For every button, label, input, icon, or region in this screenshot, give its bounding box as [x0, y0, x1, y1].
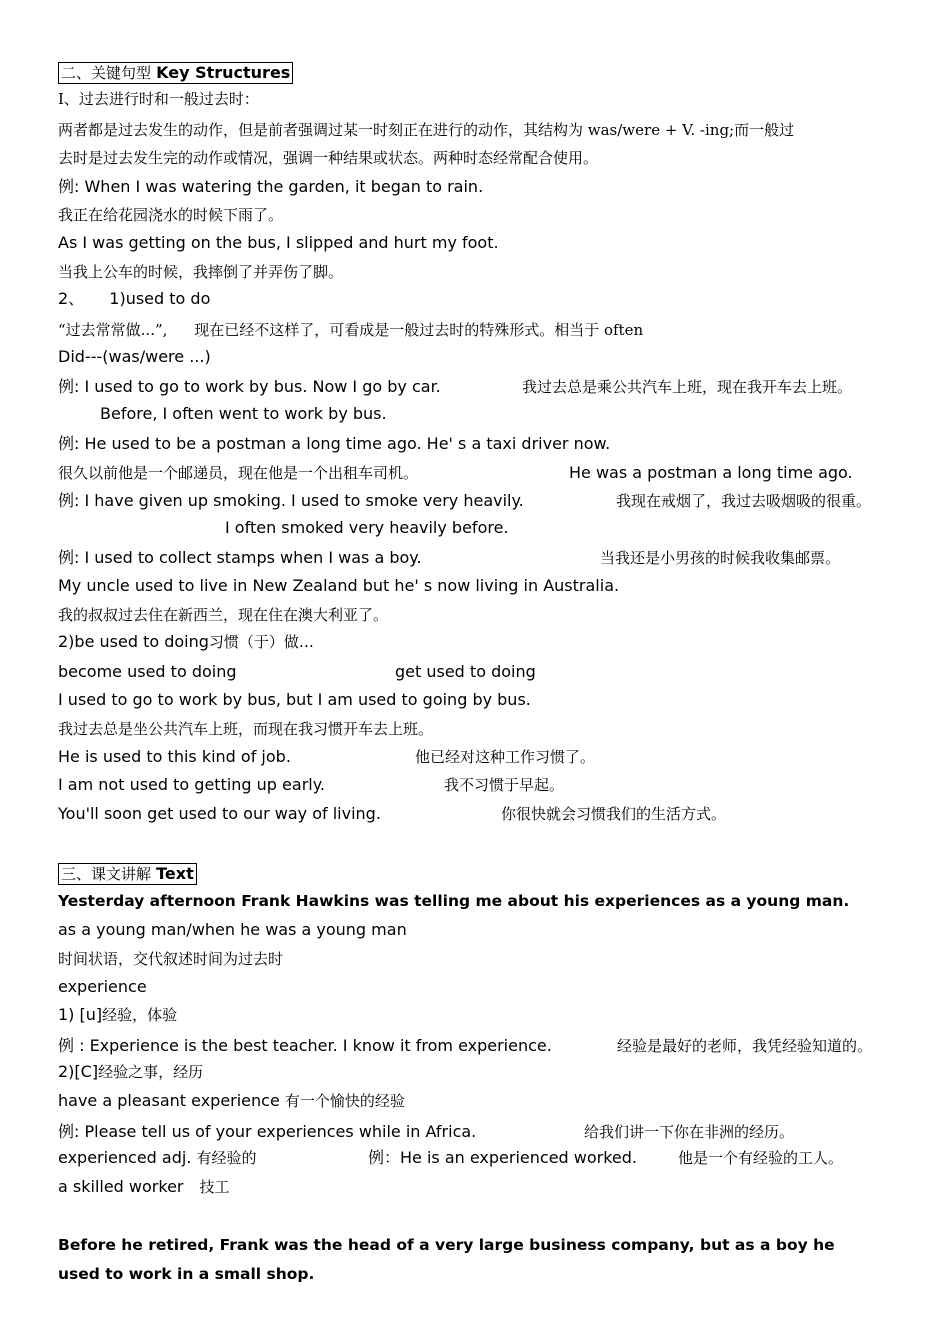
part2b-zh: 习惯（于）做…: [208, 633, 314, 651]
example-alternative: I often smoked very heavily before.: [225, 518, 509, 537]
sense-label: 1) [u]: [58, 1005, 103, 1024]
heading-zh: 二、关键句型: [61, 64, 152, 82]
example-translation: 他已经对这种工作习惯了。: [415, 748, 596, 766]
text-sentence: used to work in a small shop.: [58, 1265, 315, 1283]
example-sentence: I am not used to getting up early.: [58, 775, 325, 794]
part1-title: I、过去进行时和一般过去时：: [58, 90, 259, 108]
heading-zh: 三、课文讲解: [61, 865, 152, 883]
part2b-title: [58, 632, 314, 652]
word-sense: [58, 1005, 177, 1025]
used-to-description: [58, 320, 643, 340]
adjective-entry: [58, 1148, 257, 1168]
used-to-note: 现在已经不这样了，可看成是一般过去时的特殊形式。相当于 often: [194, 321, 644, 339]
example-sentence: I used to go to work by bus, but I am used to going by bus.: [58, 690, 531, 709]
did-line: Did---(was/were ...): [58, 347, 211, 366]
text-sentence: Before he retired, Frank was the head of a very large business company, but as a boy he: [58, 1236, 835, 1254]
related-phrase: [58, 1177, 230, 1197]
heading-en: Key Structures: [156, 63, 291, 82]
sense-meaning: 经验，体验: [102, 1006, 178, 1024]
section-heading-key-structures: [58, 62, 293, 84]
example-sentence: He is used to this kind of job.: [58, 747, 291, 766]
example-translation: 经验是最好的老师，我凭经验知道的。: [617, 1037, 873, 1055]
example-translation: 你很快就会习惯我们的生活方式。: [501, 805, 727, 823]
vocabulary-word: experience: [58, 977, 147, 996]
example-translation: 当我还是小男孩的时候我收集邮票。: [600, 549, 841, 567]
sense-label: 2)[C]: [58, 1062, 99, 1081]
example-sentence: As I was getting on the bus, I slipped and hurt my foot.: [58, 233, 499, 252]
text-sentence: Yesterday afternoon Frank Hawkins was telling me about his experiences as a young man.: [58, 892, 850, 910]
phrase-zh: 有一个愉快的经验: [284, 1092, 405, 1110]
example-translation: 我现在戒烟了，我过去吸烟吸的很重。: [616, 492, 872, 510]
description-line: 两者都是过去发生的动作，但是前者强调过某一时刻正在进行的动作，其结构为 was/were + V. -ing;而一般过: [58, 121, 795, 139]
related-en: a skilled worker: [58, 1177, 184, 1196]
part2-number: 2、: [58, 289, 85, 308]
related-zh: 技工: [199, 1178, 230, 1196]
phrase-become-used: become used to doing: [58, 662, 237, 681]
example-alternative: He was a postman a long time ago.: [569, 463, 853, 482]
example-translation: 我的叔叔过去住在新西兰，现在住在澳大利亚了。: [58, 606, 389, 624]
adjective-en: experienced adj.: [58, 1148, 192, 1167]
example-translation: 我正在给花园浇水的时候下雨了。: [58, 206, 284, 224]
phrase-get-used: get used to doing: [395, 662, 536, 681]
adjective-example-translation: 他是一个有经验的工人。: [678, 1149, 844, 1167]
used-to-meaning: “过去常常做...”,: [58, 321, 168, 339]
example-translation: 我过去总是乘公共汽车上班，现在我开车去上班。: [522, 378, 853, 396]
example-sentence: 例: I used to go to work by bus. Now I go by car.: [58, 377, 441, 396]
part2b-en: 2)be used to doing: [58, 632, 209, 651]
example-translation: 我过去总是坐公共汽车上班，而现在我习惯开车去上班。: [58, 720, 434, 738]
description-line: 去时是过去发生完的动作或情况，强调一种结果或状态。两种时态经常配合使用。: [58, 149, 599, 167]
phrase-note: 时间状语，交代叙述时间为过去时: [58, 950, 284, 968]
part2-title: [58, 289, 210, 309]
example-translation: 很久以前他是一个邮递员，现在他是一个出租车司机。: [58, 464, 419, 482]
example-sentence: You'll soon get used to our way of living.: [58, 804, 381, 823]
heading-en: Text: [156, 864, 194, 883]
phrase-en: have a pleasant experience: [58, 1091, 280, 1110]
example-sentence: 例: When I was watering the garden, it began to rain.: [58, 177, 484, 196]
phrase: as a young man/when he was a young man: [58, 920, 407, 939]
sense-meaning: 经验之事，经历: [98, 1063, 204, 1081]
example-sentence: 例: I have given up smoking. I used to smoke very heavily.: [58, 491, 524, 510]
adjective-zh: 有经验的: [196, 1149, 257, 1167]
example-sentence: 例: I used to collect stamps when I was a boy.: [58, 548, 422, 567]
example-translation: 给我们讲一下你在非洲的经历。: [584, 1123, 795, 1141]
example-sentence: 例 : Experience is the best teacher. I know it from experience.: [58, 1036, 552, 1055]
example-translation: 当我上公车的时候，我摔倒了并弄伤了脚。: [58, 263, 344, 281]
adjective-example: 例：He is an experienced worked.: [368, 1148, 638, 1167]
word-sense: [58, 1062, 203, 1082]
example-sentence: My uncle used to live in New Zealand but he' s now living in Australia.: [58, 576, 620, 595]
example-sentence: 例: He used to be a postman a long time ago. He' s a taxi driver now.: [58, 434, 611, 453]
example-sentence: 例: Please tell us of your experiences while in Africa.: [58, 1122, 477, 1141]
section-heading-text: [58, 863, 197, 885]
example-translation: 我不习惯于早起。: [444, 776, 565, 794]
example-phrase: [58, 1091, 405, 1111]
example-alternative: Before, I often went to work by bus.: [100, 404, 387, 423]
part2-subtitle: 1)used to do: [109, 289, 211, 308]
